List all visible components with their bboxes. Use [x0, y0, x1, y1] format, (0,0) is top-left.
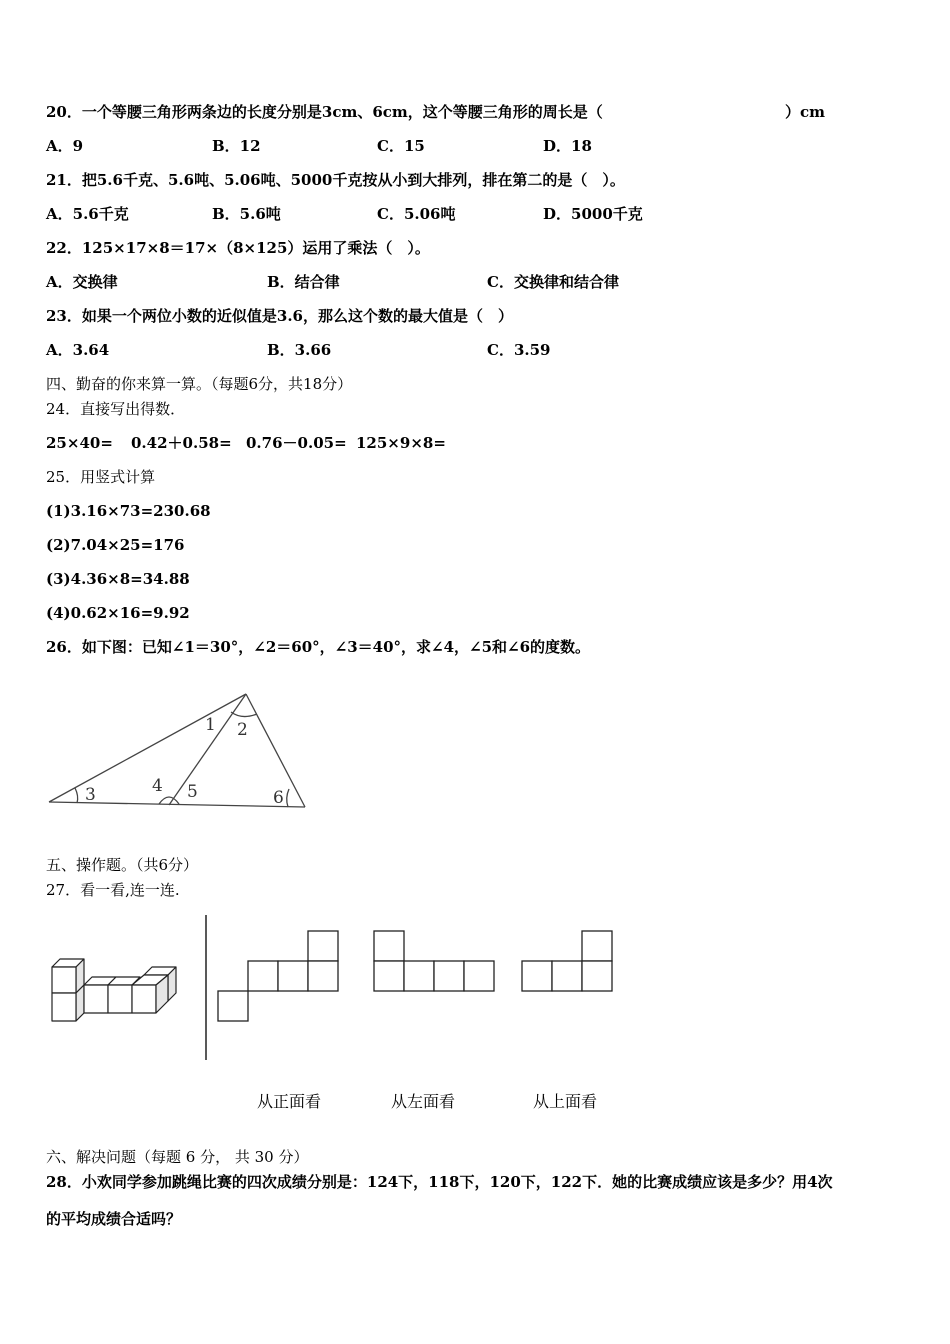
q20-stem: 20．一个等腰三角形两条边的长度分别是3cm、6cm，这个等腰三角形的周长是（	[46, 103, 603, 121]
q24-item-4: 125×9×8=	[356, 434, 446, 452]
angle-arc-3	[75, 788, 78, 803]
q20-unit: ）cm	[785, 103, 826, 121]
angle-label-3: 3	[85, 785, 96, 805]
angle-label-1: 1	[205, 715, 216, 735]
q22-option-a: A．交换律	[46, 273, 118, 291]
angle-label-4: 4	[152, 776, 163, 796]
view-figure-1	[217, 928, 342, 1023]
angle-label-2: 2	[237, 720, 248, 740]
q24-item-2: 0.42＋0.58=	[131, 434, 232, 452]
q22-stem: 22．125×17×8＝17×（8×125）运用了乘法（ ）。	[46, 239, 430, 257]
divider-line	[204, 915, 208, 1060]
q23-option-c: C．3.59	[487, 341, 551, 359]
q21-option-c: C．5.06吨	[377, 205, 456, 223]
q21-stem: 21．把5.6千克、5.6吨、5.06吨、5000千克按从小到大排列，排在第二的是（ ）。	[46, 171, 625, 189]
q28-line-2: 的平均成绩合适吗？	[46, 1210, 182, 1228]
q26-stem: 26．如下图：已知∠1＝30°，∠2＝60°，∠3＝40°，求∠4，∠5和∠6的度数。	[46, 638, 591, 656]
q20-option-c: C．15	[377, 137, 425, 155]
cube-stack-figure	[48, 955, 188, 1025]
q25-item-2: (2)7.04×25=176	[46, 536, 185, 554]
q22-option-b: B．结合律	[267, 273, 340, 291]
view-label-top: 从上面看	[533, 1092, 598, 1111]
section-4-title: 四、勤奋的你来算一算。（每题6分，共18分）	[46, 375, 353, 393]
triangle-side-left	[49, 694, 246, 802]
angle-arc-4-5	[159, 797, 179, 804]
q25-item-3: (3)4.36×8=34.88	[46, 570, 190, 588]
angle-arc-6	[287, 789, 289, 807]
q20-option-b: B．12	[212, 137, 261, 155]
angle-label-6: 6	[273, 788, 284, 808]
q28-line-1: 28．小欢同学参加跳绳比赛的四次成绩分别是：124下，118下，120下，122下．她的比赛成绩应该是多少？用4次	[46, 1173, 833, 1191]
view-label-front: 从正面看	[257, 1092, 322, 1111]
q20-option-a: A．9	[46, 137, 84, 155]
triangle-cevian	[169, 694, 246, 805]
q24-item-1: 25×40=	[46, 434, 113, 452]
q23-option-a: A．3.64	[46, 341, 110, 359]
q21-option-a: A．5.6千克	[46, 205, 129, 223]
q20-option-d: D．18	[543, 137, 592, 155]
view-figure-2	[372, 928, 497, 993]
q24-item-3: 0.76－0.05=	[246, 434, 347, 452]
q25-item-4: (4)0.62×16=9.92	[46, 604, 190, 622]
section-5-title: 五、操作题。（共6分）	[46, 856, 199, 874]
q25-stem: 25．用竖式计算	[46, 468, 156, 486]
q22-option-c: C．交换律和结合律	[487, 273, 619, 291]
triangle-figure	[45, 690, 315, 815]
q21-option-d: D．5000千克	[543, 205, 643, 223]
q27-stem: 27．看一看,连一连.	[46, 881, 180, 899]
q25-item-1: (1)3.16×73=230.68	[46, 502, 211, 520]
q24-stem: 24．直接写出得数．	[46, 400, 186, 418]
q23-option-b: B．3.66	[267, 341, 332, 359]
angle-label-5: 5	[187, 782, 198, 802]
view-label-left: 从左面看	[391, 1092, 456, 1111]
q21-option-b: B．5.6吨	[212, 205, 281, 223]
view-figure-3	[521, 928, 616, 993]
section-6-title: 六、解决问题（每题 6 分， 共 30 分）	[46, 1148, 309, 1166]
angle-arc-1-2	[231, 712, 257, 717]
q23-stem: 23．如果一个两位小数的近似值是3.6，那么这个数的最大值是（ ）	[46, 307, 513, 325]
